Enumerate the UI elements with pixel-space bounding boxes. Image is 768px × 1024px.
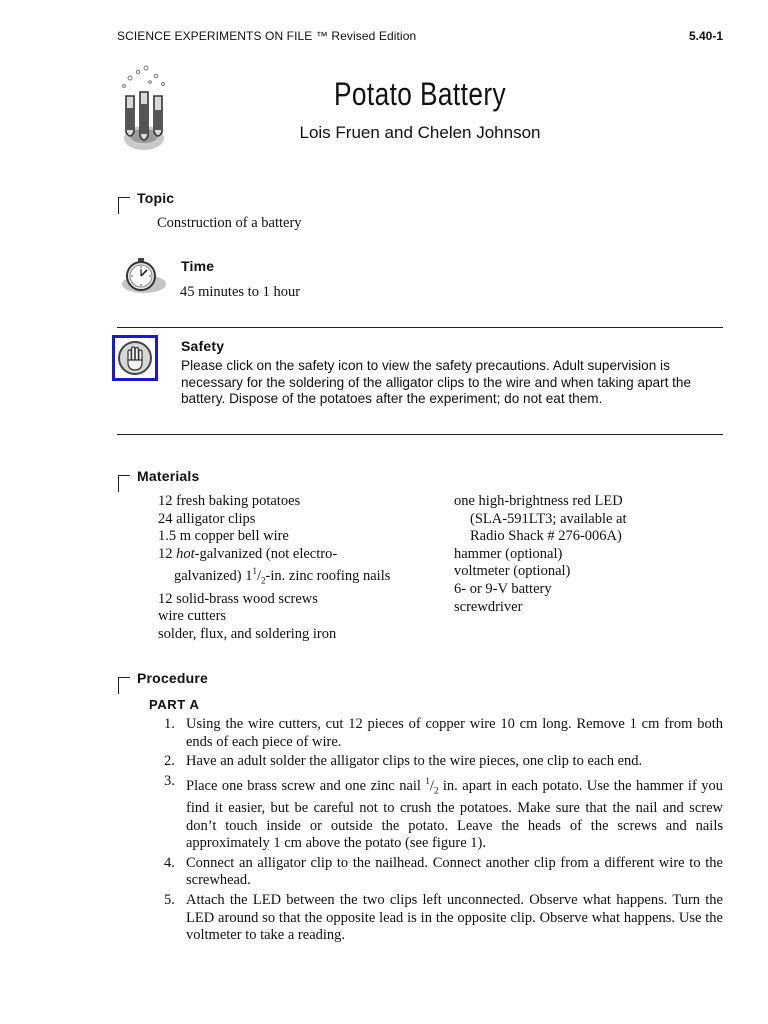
list-item: one high-brightness red LED [454, 493, 623, 509]
procedure-heading: Procedure [137, 670, 209, 686]
list-item: 2. Have an adult solder the alligator clips to the wire pieces, one clip to each end. [164, 753, 643, 770]
time-text: 45 minutes to 1 hour [180, 284, 301, 300]
list-item: hammer (optional) [454, 545, 563, 562]
time-heading: Time [181, 258, 215, 274]
list-item: galvanized) $1^1/_2-in$. zinc roofing nails [174, 566, 391, 587]
section-marker [118, 677, 130, 694]
list-item: 4. Connect an alligator clip to the nailhead. Connect another clip from a different wire to the screwhead. [164, 854, 723, 889]
procedure-steps [148, 716, 723, 947]
list-item: wire cutters [158, 608, 227, 625]
authors: Lois Fruen and Chelen Johnson [299, 123, 541, 142]
section-marker [118, 475, 130, 492]
list-item: 6- or 9-V battery [454, 580, 552, 597]
list-item: 12 hot-galvanized (not electro- [158, 545, 338, 562]
materials-list-left [158, 493, 448, 643]
list-item: 24 alligator clips [158, 510, 256, 527]
stopwatch-icon [118, 256, 168, 296]
topic-text: Construction of a battery [157, 215, 302, 231]
test-tubes-logo-icon [116, 64, 178, 156]
list-item: screwdriver [454, 598, 523, 615]
part-label: PART A [149, 697, 200, 712]
list-item: voltmeter (optional) [454, 563, 571, 580]
list-item: 3. Place one brass screw and one zinc nail $^1/_2$ in. apart in each potato. Use the hammer if you find it easier, but be careful not to crush the potatoes. Make sure that the nail and screw don’t touch inside or outside the potato. Leave the heads of the screws and nails approximately 1 cm above the potato (see figure 1). [164, 772, 724, 852]
topic-heading: Topic [137, 190, 175, 206]
page-title: Potato Battery [333, 76, 507, 112]
series-title: SCIENCE EXPERIMENTS ON FILE ™ Revised Edition [117, 29, 417, 43]
list-item: 12 fresh baking potatoes [158, 493, 301, 509]
materials-list-right [454, 493, 724, 616]
section-marker [118, 197, 130, 214]
safety-icon-button[interactable] [112, 335, 158, 381]
page-code: 5.40-1 [688, 29, 723, 43]
list-item: Radio Shack # 276-006A) [470, 528, 622, 545]
list-item: solder, flux, and soldering iron [158, 625, 337, 642]
safety-text: Please click on the safety icon to view the safety precautions. Adult supervision is necessary for the soldering of the alligator clips to the wire and when taking apart the battery. Dispose of the potatoes after the experiment; do not eat them. [181, 358, 692, 407]
divider [117, 434, 723, 435]
safety-heading: Safety [181, 338, 225, 354]
divider [117, 327, 723, 328]
list-item: 5. Attach the LED between the two clips left unconnected. Observe what happens. Turn the LED around so that the opposite lead is in the opposite clip. Observe what happens. Use the voltmeter to take a reading. [164, 892, 723, 944]
list-item: (SLA-591LT3; available at [470, 510, 627, 527]
hand-stop-icon [115, 338, 155, 378]
list-item: 1.5 m copper bell wire [158, 528, 289, 545]
list-item: 1. Using the wire cutters, cut 12 pieces of copper wire 10 cm long. Remove 1 cm from both ends of each piece of wire. [164, 716, 723, 750]
list-item: 12 solid-brass wood screws [158, 590, 318, 607]
materials-heading: Materials [137, 468, 200, 484]
